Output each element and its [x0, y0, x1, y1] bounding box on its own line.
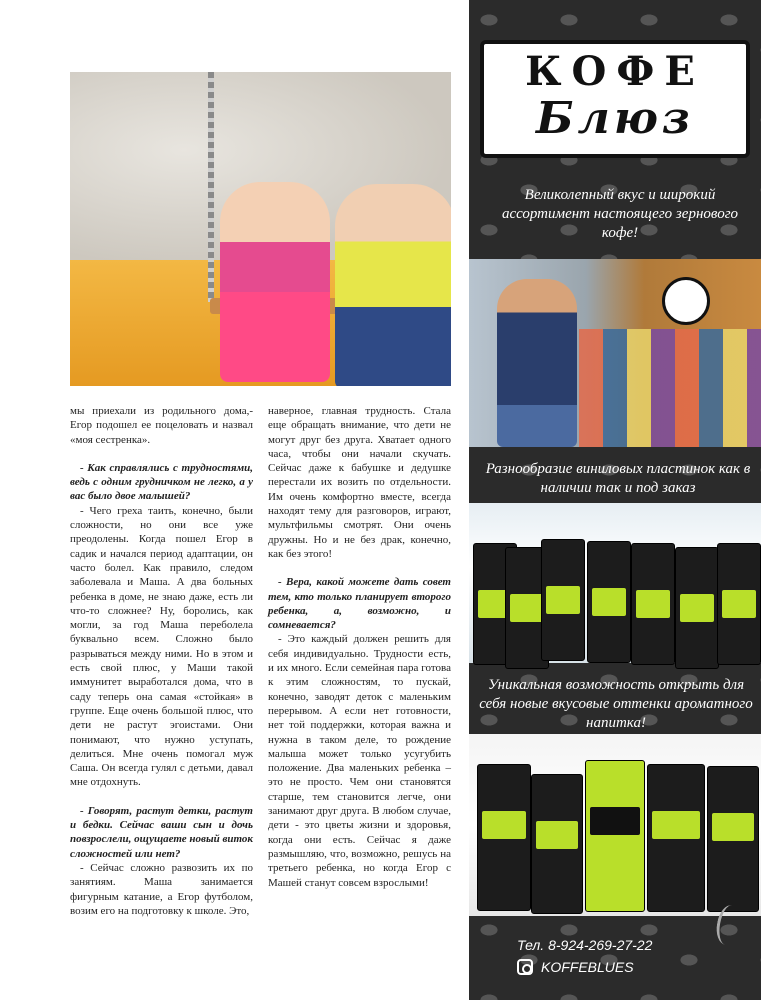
- coffee-blues-advert: [469, 0, 761, 1000]
- interview-question: - Как справлялись с трудностями, ведь с одним грудничком не легко, а у вас было двое малышей?: [70, 461, 253, 503]
- tagline-vinyl: Разнообразие виниловых пластинок как в наличии так и под заказ: [485, 461, 751, 496]
- coffee-bag: [541, 539, 585, 661]
- article-paragraph: - Это каждый должен решить для себя индивидуально. Трудности есть, и их много. Если семейная пара готова к этим сложностям, то пускай, конечно, заводят деток с маленьким перерывом. А если нет готовности, нет той поддержки, которая важна и нужна в таком деле, то рождение малыша может только усугубить положение. Два маленьких ребенка – это не просто. Чем они становятся старше, тем становится легче, они занимают друг друга. В любом случае, дети - это цветы жизни и здоровья, когда они есть. Сейчас я даже размышляю, что, возможно, решусь на третьего ребенка, но когда Егор с Машей станут совсем взрослыми!: [268, 633, 451, 889]
- coffee-bag: [631, 543, 675, 665]
- coffee-shelf-photo: [469, 503, 761, 663]
- instagram-row: [517, 956, 757, 978]
- vinyl-store-photo: [469, 259, 761, 447]
- interview-question: - Говорят, растут детки, растут и бедки. Сейчас ваши сын и дочь повзрослели, ощущаете новый виток сложностей или нет?: [70, 804, 253, 860]
- clock-icon: [662, 277, 710, 325]
- contact-block: [517, 934, 757, 978]
- article-paragraph: наверное, главная трудность. Стала еще обращать внимание, что дети не могут друг без друга. Хватает одного часа, чтобы они начали скучать. Сейчас даже к бабушке и дедушке перестали их возить по отдельности. Им очень комфортно вместе, всегда находят тему для разговоров, играют, мультфильмы смотрят. Они очень дружны. Но и не без драк, конечно, как без этого!: [268, 405, 451, 560]
- article-column-1: [70, 404, 253, 918]
- article-paragraph: - Чего греха таить, конечно, были сложности, но они все уже преодолены. Когда пошел Егор в садик и начался период адаптации, он часто болел. Как правило, следом заболевала и Маша. А два больных ребенка в доме, не знаю даже, есть ли что-то сложнее? Ну, боролись, как могли, за год Маша переболела буквально всем. Сложно было разрываться между ними. Но в этом и есть свой плюс, у Маши такой иммунитет выработался дома, что в саду теперь она самая «стойкая» в группе. Еще очень большой плюс, что дети не растут эгоистами. Они понимают, что нужно уступать, делиться. Мне очень помогал муж Саша. Он всегда гулял с детьми, давал мне отдохнуть.: [70, 504, 253, 789]
- tagline-taste: Уникальная возможность открыть для себя новые вкусовые оттенки ароматного напитка!: [479, 677, 753, 731]
- coffee-bag: [647, 764, 705, 912]
- coffee-bag: [587, 541, 631, 663]
- swing-chain: [208, 72, 214, 302]
- interview-question: - Вера, какой можете дать совет тем, кто только планирует второго ребенка, а, возможно, и сомневается?: [268, 576, 451, 632]
- coffee-bag: [585, 760, 645, 912]
- phone-number: Тел. 8-924-269-27-22: [517, 937, 653, 953]
- coffee-bag: [477, 764, 531, 911]
- article-column-2: [268, 404, 451, 890]
- girl-figure: [220, 182, 330, 382]
- article-paragraph: мы приехали из родильного дома,- Егор подошел ее поцеловать и назвал «моя сестренка».: [70, 405, 253, 446]
- man-figure: [497, 279, 577, 447]
- phone-row: [517, 934, 757, 956]
- boy-figure: [335, 184, 451, 386]
- instagram-handle: KOFFEBLUES: [541, 959, 634, 975]
- article-paragraph: - Сейчас сложно развозить их по занятиям. Маша занимается фигурным катание, а Егор футболом, возим его на подготовку к школе. Это,: [70, 861, 253, 917]
- logo-top-word: КОФЕ: [525, 48, 705, 95]
- instagram-icon: [517, 959, 533, 975]
- children-on-swing-photo: [70, 72, 451, 386]
- coffee-bag: [707, 766, 759, 912]
- coffee-bags-photo: [469, 734, 761, 916]
- logo-bottom-word: Блюз: [536, 93, 694, 144]
- coffee-blues-logo: [480, 40, 750, 158]
- coffee-bag: [717, 543, 761, 665]
- coffee-bag: [675, 547, 719, 669]
- tagline-coffee: Великолепный вкус и широкий ассортимент настоящего зернового кофе!: [501, 187, 739, 241]
- vinyl-records-shelf: [579, 329, 761, 447]
- coffee-bag: [531, 774, 583, 914]
